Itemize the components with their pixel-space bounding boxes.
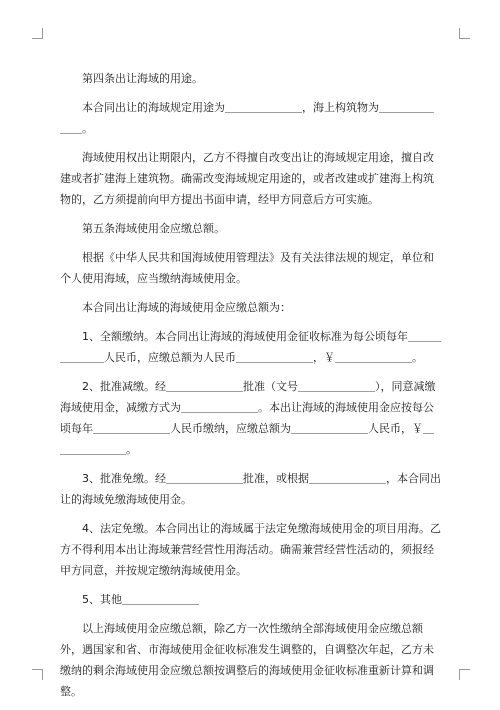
crop-mark-bottom-left: [32, 669, 43, 680]
document-body: [60, 68, 444, 710]
item-other: 5、其他＿＿＿＿＿＿＿: [82, 593, 199, 606]
item-statutory-exemption: 4、法定免缴。本合同出让的海域属于法定免缴海域使用金的项目用海。乙方不得利用本出让海域兼营经营性用海活动。确需兼营经营性活动的，须报经甲方同意，并按规定缴纳海域使用金。: [60, 522, 441, 577]
crop-mark-top-right: [459, 28, 470, 39]
article-4-restriction-clause: 海域使用权出让期限内，乙方不得擅自改变出让的海域规定用途，擅自改建或者扩建海上建筑物。确需改变海域规定用途的，或者改建或扩建海上构筑物的，乙方须提前向甲方提出书面申请，经甲方同意后方可实施。: [60, 151, 434, 206]
article-5-heading: 第五条海域使用金应缴总额。: [82, 222, 225, 235]
item-full-payment: 1、全额缴纳。本合同出让海域的海域使用金征收标准为每公顷每年＿＿＿＿＿＿＿人民币，应缴总额为人民币＿＿＿＿＿＿＿，￥＿＿＿＿＿＿＿。: [60, 330, 441, 364]
crop-mark-bottom-right: [459, 669, 470, 680]
article-4-heading: 第四条出让海域的用途。: [82, 72, 203, 85]
crop-mark-top-left: [32, 28, 43, 39]
article-4-use-clause: 本合同出让的海域规定用途为＿＿＿＿＿＿＿，海上构筑物为＿＿＿＿＿＿＿。: [60, 101, 434, 135]
article-5-total-intro: 本合同出让海域的海域使用金应缴总额为：: [82, 301, 291, 314]
article-5-legal-basis: 根据《中华人民共和国海域使用管理法》及有关法律法规的规定，单位和个人使用海域，应当缴纳海域使用金。: [60, 251, 434, 285]
adjustment-clause: 以上海域使用金应缴总额，除乙方一次性缴纳全部海域使用金应缴总额外，遇国家和省、市海域使用金征收标准发生调整的，自调整次年起，乙方未缴纳的剩余海域使用金应缴总额按调整后的海域使用金征收标准重新计算和调整。: [60, 622, 434, 698]
item-approved-exemption: 3、批准免缴。经＿＿＿＿＿＿＿批准，或根据＿＿＿＿＿＿＿，本合同出让的海域免缴海域使用金。: [60, 472, 441, 506]
item-approved-reduction: 2、批准减缴。经＿＿＿＿＿＿＿批准（文号＿＿＿＿＿＿＿），同意减缴海域使用金，减缴方式为＿＿＿＿＿＿＿。本出让海域的海域使用金应按每公顷每年＿＿＿＿＿＿＿人民币缴纳，应缴总额为＿＿＿＿＿＿＿人民币，￥＿＿＿＿＿＿＿。: [60, 380, 436, 456]
